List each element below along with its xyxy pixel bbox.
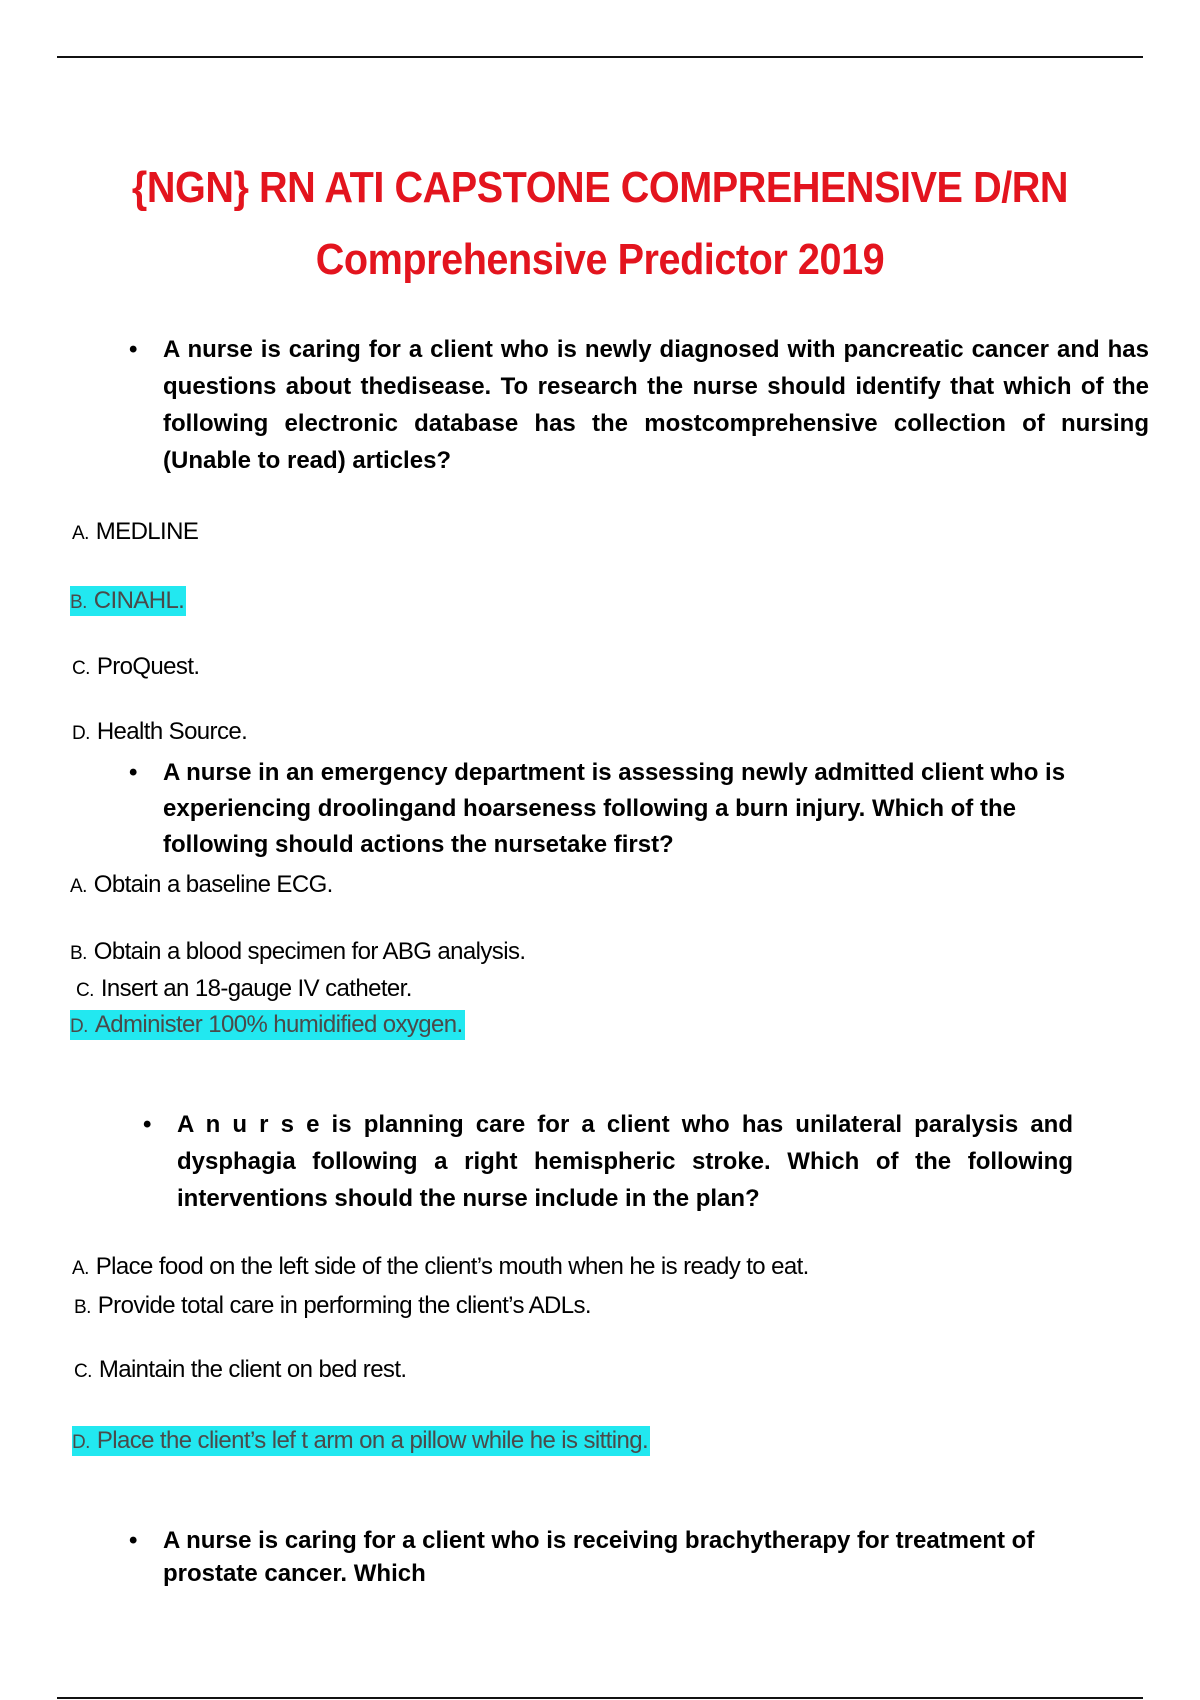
option-letter: A. bbox=[70, 876, 87, 897]
bullet-icon: • bbox=[143, 1111, 152, 1138]
option-a bbox=[72, 517, 198, 549]
option-text: Maintain the client on bed rest. bbox=[98, 1356, 407, 1383]
question-3 bbox=[143, 1106, 1073, 1217]
document-title-line-1: {NGN} RN ATI CAPSTONE COMPREHENSIVE D/RN bbox=[131, 163, 1069, 212]
option-letter: C. bbox=[74, 1361, 92, 1382]
option-text: Insert an 18-gauge IV catheter. bbox=[100, 975, 412, 1002]
option-letter: C. bbox=[76, 980, 94, 1001]
option-text: ProQuest. bbox=[96, 653, 200, 680]
question-text: A n u r s e is planning care for a client who has unilateral paralysis and dysphagia following a right hemispheric stroke. Which of the following interventions should the nurse include in the plan? bbox=[177, 1111, 1073, 1212]
option-text: Health Source. bbox=[96, 718, 248, 745]
option-letter: C. bbox=[72, 658, 90, 679]
option-text: CINAHL. bbox=[93, 587, 185, 614]
option-a bbox=[70, 870, 333, 902]
question-4 bbox=[129, 1524, 1103, 1590]
option-text: Obtain a baseline ECG. bbox=[93, 871, 333, 898]
option-text: Place food on the left side of the client’s mouth when he is ready to eat. bbox=[95, 1253, 809, 1280]
option-letter: A. bbox=[72, 523, 89, 544]
option-c bbox=[72, 652, 199, 684]
top-rule bbox=[57, 56, 1143, 58]
option-c bbox=[74, 1355, 406, 1387]
option-text: MEDLINE bbox=[95, 518, 199, 545]
option-letter: D. bbox=[72, 1432, 90, 1453]
option-text: Provide total care in performing the client’s ADLs. bbox=[97, 1292, 591, 1319]
question-1 bbox=[129, 331, 1149, 479]
option-letter: A. bbox=[72, 1258, 89, 1279]
option-letter: B. bbox=[70, 592, 87, 613]
question-text: A nurse is caring for a client who is receiving brachytherapy for treatment of prostate cancer. Which bbox=[163, 1527, 1035, 1587]
bullet-icon: • bbox=[129, 759, 138, 786]
option-letter: D. bbox=[72, 723, 90, 744]
bullet-icon: • bbox=[129, 336, 138, 363]
option-text: Place the client’s lef t arm on a pillow while he is sitting. bbox=[96, 1427, 649, 1454]
option-b bbox=[74, 1291, 591, 1323]
question-text: A nurse is caring for a client who is newly diagnosed with pancreatic cancer and has questions about thedisease. To research the nurse should identify that which of the following electronic database has the mostcomprehensive collection of nursing (Unable to read) articles? bbox=[163, 336, 1149, 474]
document-title-line-2: Comprehensive Predictor 2019 bbox=[315, 235, 885, 284]
option-b bbox=[70, 937, 525, 969]
option-d-correct bbox=[72, 1426, 650, 1458]
option-c bbox=[76, 974, 412, 1006]
option-d bbox=[72, 717, 247, 749]
question-2 bbox=[129, 755, 1113, 863]
option-d-correct bbox=[70, 1010, 465, 1042]
option-letter: D. bbox=[70, 1016, 88, 1037]
option-text: Obtain a blood specimen for ABG analysis. bbox=[93, 938, 526, 965]
option-b-correct bbox=[70, 586, 186, 618]
option-letter: B. bbox=[70, 943, 87, 964]
bullet-icon: • bbox=[129, 1527, 138, 1554]
bottom-rule bbox=[57, 1697, 1143, 1699]
option-a bbox=[72, 1252, 809, 1284]
option-letter: B. bbox=[74, 1297, 91, 1318]
question-text: A nurse in an emergency department is assessing newly admitted client who is experiencing droolingand hoarseness following a burn injury. Which of the following should actions the nursetake first? bbox=[163, 759, 1066, 858]
option-text: Administer 100% humidified oxygen. bbox=[94, 1011, 463, 1038]
